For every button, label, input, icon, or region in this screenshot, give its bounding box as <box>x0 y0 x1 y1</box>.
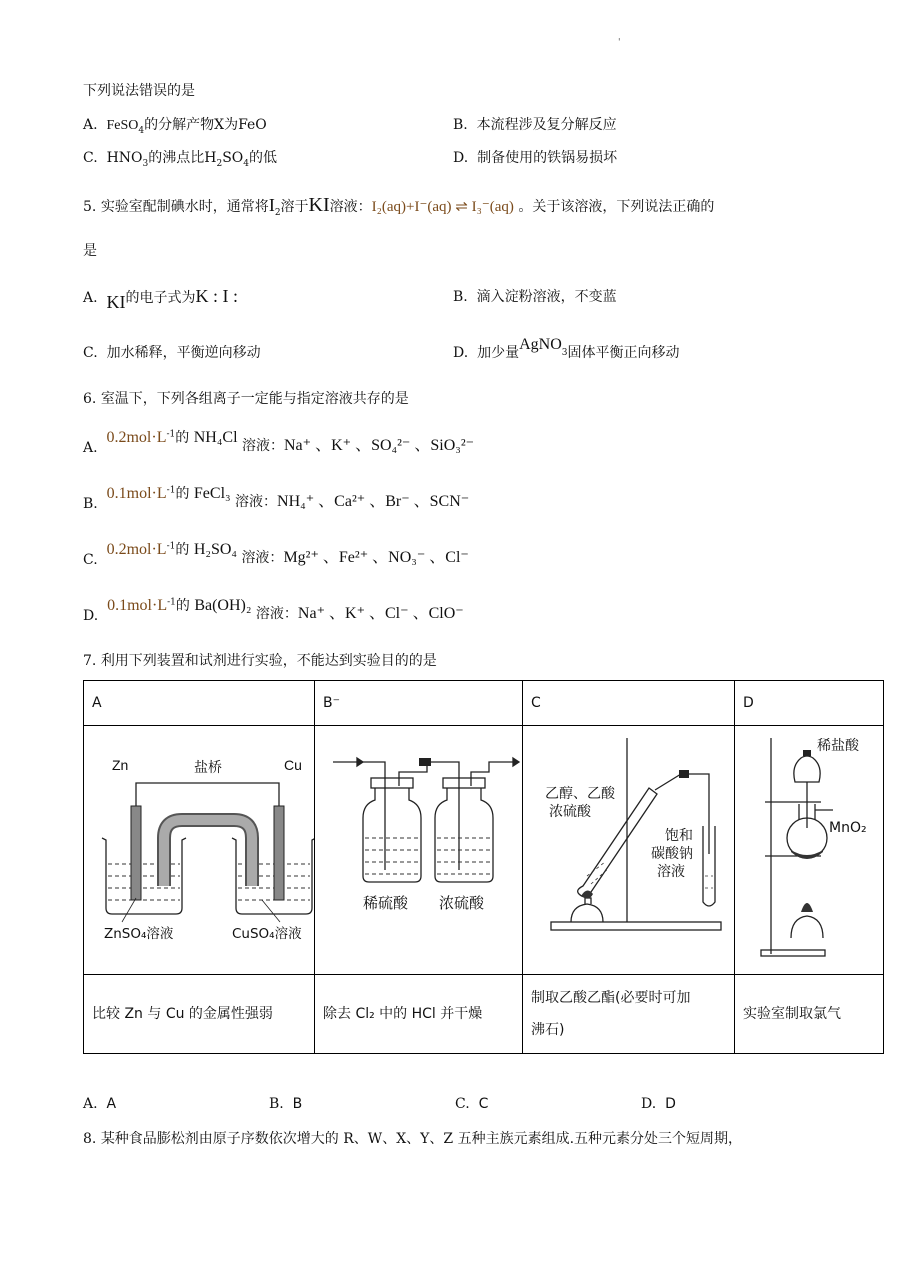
caption-b: 除去 Cl₂ 中的 HCl 并干燥 <box>315 975 523 1054</box>
na2co3-label-1: 饱和 <box>665 828 693 844</box>
q5-stem-cont: 是 <box>83 243 97 259</box>
q4-stem: 下列说法错误的是 <box>83 83 195 99</box>
header-mark: ' <box>618 38 621 48</box>
q4-option-c: C. $HNO_3$的沸点比$H_2SO_4$的低 <box>83 150 278 169</box>
q7-apparatus-table <box>83 680 884 1054</box>
q6-option-d: D. $0.1mol\cdot L^{-1}$的 Ba(OH)₂ 溶液：Na⁺ 、K⁺ 、Cl⁻ 、ClO⁻ <box>83 597 464 624</box>
q7-answer-a: A. A <box>83 1096 117 1112</box>
q5-option-b: B. 滴入淀粉溶液，不变蓝 <box>453 289 617 305</box>
q5-option-a: A. KI的电子式为K : I : <box>83 286 238 312</box>
q6-stem: 6. 室温下，下列各组离子一定能与指定溶液共存的是 <box>83 391 409 407</box>
q7-answer-d: D. D <box>641 1096 676 1112</box>
q4-option-a: A. FeSO$_4$的分解产物X为FeO <box>83 117 267 136</box>
q7-header-c: C <box>523 681 735 726</box>
reagents-label-1: 乙醇、乙酸 <box>545 786 615 802</box>
q8-stem: 8. 某种食品膨松剂由原子序数依次增大的 R、W、X、Y、Z 五种主族元素组成.五种元素分处三个短周期， <box>83 1131 743 1147</box>
figure-b-wash-bottles <box>315 726 523 975</box>
q7-answer-b: B. B <box>269 1096 303 1112</box>
figure-d-chlorine-generator <box>735 726 884 975</box>
dilute-h2so4-label: 稀硫酸 <box>363 894 409 912</box>
q7-header-b: B⁻ <box>315 681 523 726</box>
cu-label: Cu <box>284 757 302 773</box>
figure-c-esterification <box>523 726 735 975</box>
znso4-label: ZnSO₄溶液 <box>104 926 174 942</box>
q7-header-d: D <box>735 681 884 726</box>
figure-a-galvanic-cell <box>84 726 315 975</box>
q6-option-a: A. $0.2mol\cdot L^{-1}$的 NH₄Cl 溶液：Na⁺ 、K⁺ 、SO₄²⁻ 、SiO₃²⁻ <box>83 429 475 456</box>
salt-bridge-label: 盐桥 <box>194 760 222 776</box>
caption-a: 比较 Zn 与 Cu 的金属性强弱 <box>84 975 315 1054</box>
cuso4-label: CuSO₄溶液 <box>232 926 302 942</box>
mno2-label: MnO₂ <box>829 820 867 836</box>
na2co3-label-2: 碳酸钠 <box>651 846 693 862</box>
na2co3-label-3: 溶液 <box>657 864 685 880</box>
q4-option-b: B. 本流程涉及复分解反应 <box>453 117 617 133</box>
q5-option-d: D. 加少量AgNO$_3$固体平衡正向移动 <box>453 336 680 361</box>
q4-option-d: D. 制备使用的铁锅易损坏 <box>453 150 618 166</box>
q5-option-c: C. 加水稀释，平衡逆向移动 <box>83 345 261 361</box>
caption-c: 制取乙酸乙酯(必要时可加 沸石) <box>523 975 735 1054</box>
caption-d: 实验室制取氯气 <box>735 975 884 1054</box>
zn-label: Zn <box>112 757 129 773</box>
conc-h2so4-label: 浓硫酸 <box>439 894 485 912</box>
q7-answer-c: C. C <box>455 1096 489 1112</box>
q7-stem: 7. 利用下列装置和试剂进行实验，不能达到实验目的的是 <box>83 653 437 669</box>
reagents-label-2: 浓硫酸 <box>549 804 591 820</box>
q7-header-a: A <box>84 681 315 726</box>
hcl-label: 稀盐酸 <box>817 738 859 754</box>
q6-option-c: C. $0.2mol\cdot L^{-1}$的 H₂SO₄ 溶液：Mg²⁺ 、Fe²⁺ 、NO₃⁻ 、Cl⁻ <box>83 541 469 568</box>
ki-electron-formula: K : I : <box>195 286 238 306</box>
q6-option-b: B. $0.1mol\cdot L^{-1}$的 FeCl₃ 溶液：NH₄⁺ 、Ca²⁺ 、Br⁻ 、SCN⁻ <box>83 485 470 512</box>
q5-stem: 5. 实验室配制碘水时，通常将$I_2$溶于KI溶液：I₂(aq)+I⁻(aq) ⇌ I₃⁻(aq) 。关于该溶液，下列说法正确的 <box>83 194 715 218</box>
q5-equation: I₂(aq)+I⁻(aq) ⇌ I₃⁻(aq) <box>371 199 514 215</box>
